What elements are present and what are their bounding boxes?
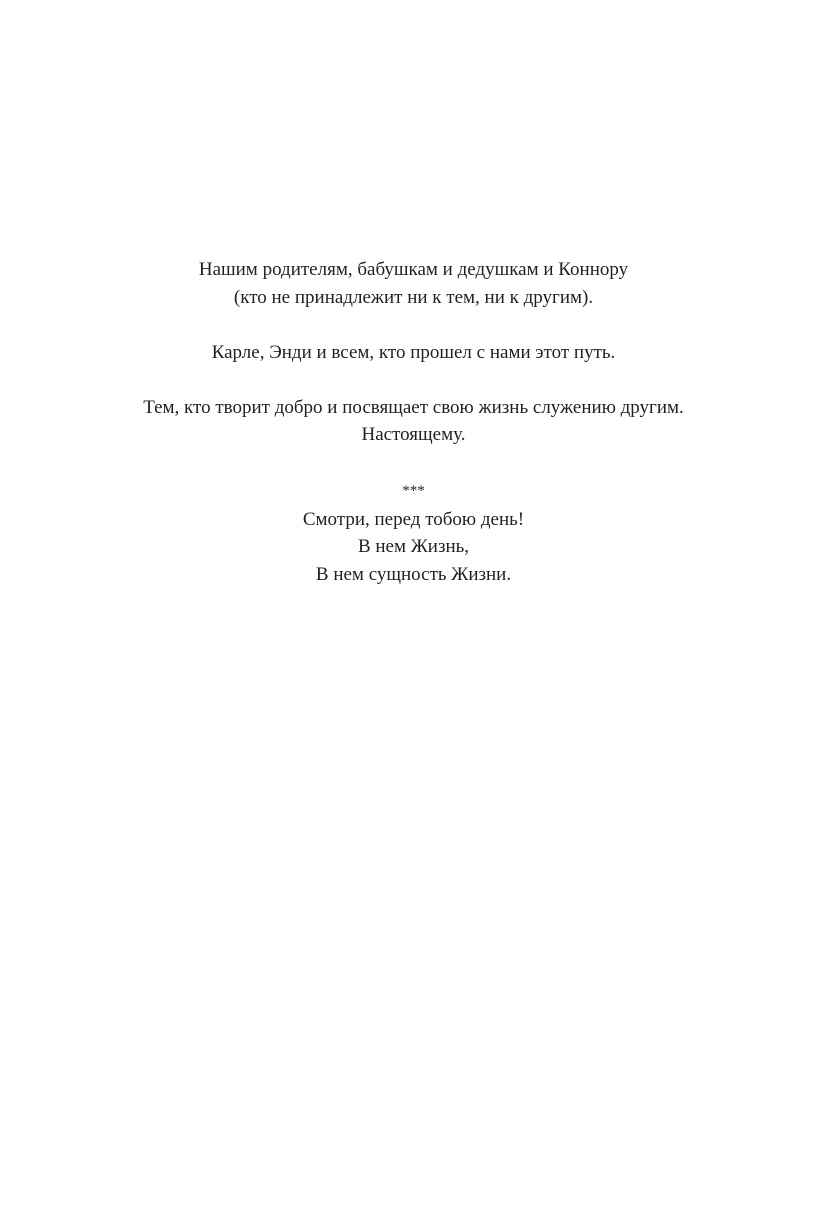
epigraph-poem [0,506,827,589]
dedication-block [0,256,827,588]
poem-line: В нем сущность Жизни. [315,563,512,585]
dedication-line: Тем, кто творит добро и посвящает свою жизнь служению другим. [143,396,684,418]
dedication-paragraph-companions [0,339,827,367]
section-separator: *** [402,483,425,499]
dedication-line: Настоящему. [361,424,466,445]
dedication-line: Нашим родителям, бабушкам и дедушкам и Коннору [198,259,629,280]
paragraph-gap [0,311,827,339]
poem-line: Смотри, перед тобою день! [302,508,525,530]
poem-line: В нем Жизнь, [357,536,470,557]
dedication-line: Карле, Энди и всем, кто прошел с нами этот путь. [211,341,616,363]
dedication-paragraph-do-good [0,394,827,449]
paragraph-gap [0,366,827,394]
dedication-line: (кто не принадлежит ни к тем, ни к другим). [233,286,594,308]
paragraph-gap [0,449,827,477]
dedication-paragraph-parents [0,256,827,311]
